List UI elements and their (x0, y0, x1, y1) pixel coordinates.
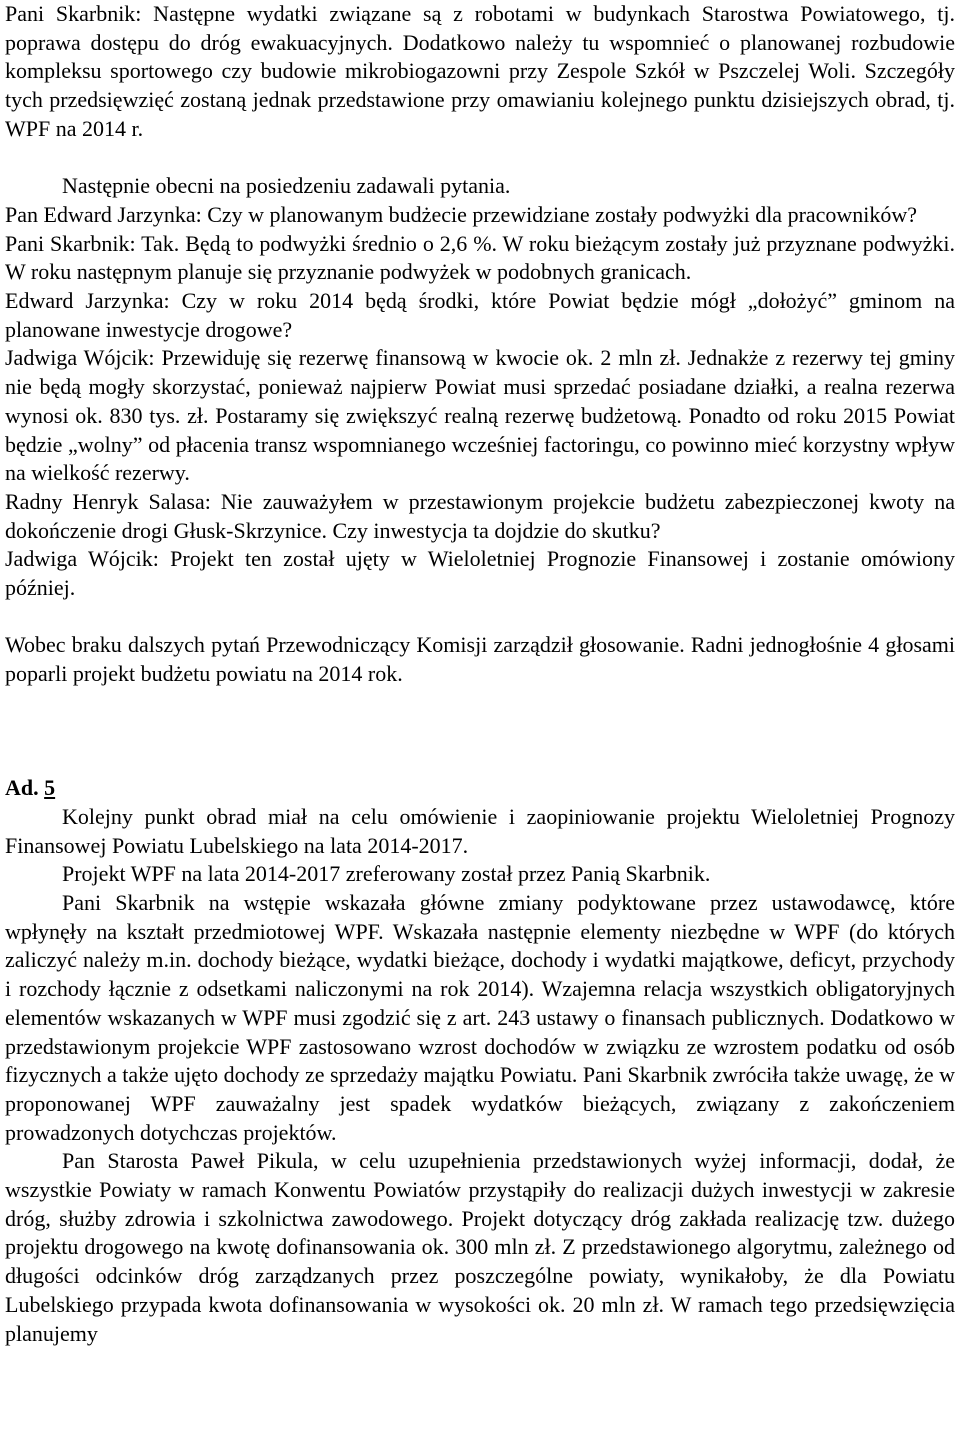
blank-line (5, 603, 955, 632)
paragraph-starosta-addition: Pan Starosta Paweł Pikula, w celu uzupełnienia przedstawionych wyżej informacji, dodał, że wszystkie Powiaty w ramach Konwentu Powiatów przystąpiły do realizacji dużych inwestycji w zakresie dróg, służby zdrowia i szkolnictwa zawodowego. Projekt dotyczący dróg zakłada realizację tzw. dużego projektu drogowego na kwotę dofinansowania ok. 300 mln zł. Z przedstawionego algorytmu, zależnego od długości odcinków dróg zarządzanych przez poszczególne powiaty, wynikałoby, że dla Powiatu Lubelskiego przypada kwota dofinansowania w wysokości ok. 20 mln zł. W ramach tego przedsięwzięcia planujemy (5, 1148, 955, 1346)
blank-line (5, 144, 955, 173)
paragraph-wojcik-answer-project: Jadwiga Wójcik: Projekt ten został ujęty w Wieloletniej Prognozie Finansowej i zostanie omówiony później. (5, 546, 955, 601)
blank-line (5, 718, 955, 747)
paragraph-salasa-question: Radny Henryk Salasa: Nie zauważyłem w przestawionym projekcie budżetu zabezpieczonej kwoty na dokończenie drogi Głusk-Skrzynice. Czy inwestycja ta dojdzie do skutku? (5, 488, 955, 543)
section-heading (5, 774, 955, 803)
document-page (5, 0, 955, 1348)
paragraph-skarbnik-expenses: Pani Skarbnik: Następne wydatki związane są z robotami w budynkach Starostwa Powiatowego, tj. poprawa dostępu do dróg ewakuacyjnych. Dodatkowo należy tu wspomnieć o planowanej rozbudowie kompleksu sportowego czy budowie mikrobiogazowni przy Zespole Szkół w Pszczelej Woli. Szczegóły tych przedsięwzięć zostaną jednak przedstawione przy omawianiu kolejnego punktu dzisiejszych obrad, tj. WPF na 2014 r. (5, 1, 955, 141)
paragraph-wpf-intro: Kolejny punkt obrad miał na celu omówienie i zaopiniowanie projektu Wieloletniej Prognozy Finansowej Powiatu Lubelskiego na lata 2014-2017. (5, 803, 955, 858)
paragraph-skarbnik-answer-raises: Pani Skarbnik: Tak. Będą to podwyżki średnio o 2,6 %. W roku bieżącym zostały już przyznane podwyżki. W roku następnym planuje się przyznanie podwyżek w podobnych granicach. (5, 230, 955, 285)
paragraph-voting-result: Wobec braku dalszych pytań Przewodniczący Komisji zarządził głosowanie. Radni jednogłośnie 4 głosami poparli projekt budżetu powiatu na 2014 rok. (5, 632, 955, 687)
paragraph-jarzynka-question-raises: Pan Edward Jarzynka: Czy w planowanym budżecie przewidziane zostały podwyżki dla pracowników? (5, 201, 918, 227)
paragraph-questions-intro: Następnie obecni na posiedzeniu zadawali pytania. (62, 173, 511, 199)
paragraph-jarzynka-question-funds: Edward Jarzynka: Czy w roku 2014 będą środki, które Powiat będzie mógł „dołożyć” gminom na planowane inwestycje drogowe? (5, 288, 955, 342)
blank-line (5, 689, 955, 718)
section-number: 5 (44, 775, 56, 801)
paragraph-wojcik-answer-reserve: Jadwiga Wójcik: Przewiduję się rezerwę finansową w kwocie ok. 2 mln zł. Jednakże z rezerwy tej gminy nie będą mogły skorzystać, ponieważ najpierw Powiat musi sprzedać posiadane działki, a realna rezerwa wynosi ok. 830 tys. zł. Postaramy się zwiększyć realną rezerwę budżetową. Ponadto od roku 2015 Powiat będzie „wolny” od płacenia transz wspomnianego wcześniej factoringu, co powinno mieć korzystny wpływ na wielkość rezerwy. (5, 345, 955, 486)
paragraph-wpf-presented: Projekt WPF na lata 2014-2017 zreferowany został przez Panią Skarbnik. (62, 861, 711, 887)
paragraph-skarbnik-wpf-details: Pani Skarbnik na wstępie wskazała główne zmiany podyktowane przez ustawodawcę, które wpłynęły na kształt przedmiotowej WPF. Wskazała następnie elementy niezbędne w WPF (do których zaliczyć należy m.in. dochody bieżące, wydatki bieżące, dochody i wydatki majątkowe, deficyt, przychody i rozchody łącznie z odsetkami naliczonymi na rok 2014). Wzajemna relacja wszystkich obligatoryjnych elementów wskazanych w WPF musi zgodzić się z art. 243 ustawy o finansach publicznych. Dodatkowo w przedstawionym projekcie WPF zastosowano wzrost dochodów w związku ze wzrostem podatku od osób fizycznych a także ujęto dochody ze sprzedaży majątku Powiatu. Pani Skarbnik zwróciła także uwagę, że w proponowanej WPF zauważalny jest spadek wydatków bieżących, związany z zakończeniem prowadzonych dotychczas projektów. (5, 890, 955, 1145)
section-prefix: Ad. (5, 775, 39, 801)
